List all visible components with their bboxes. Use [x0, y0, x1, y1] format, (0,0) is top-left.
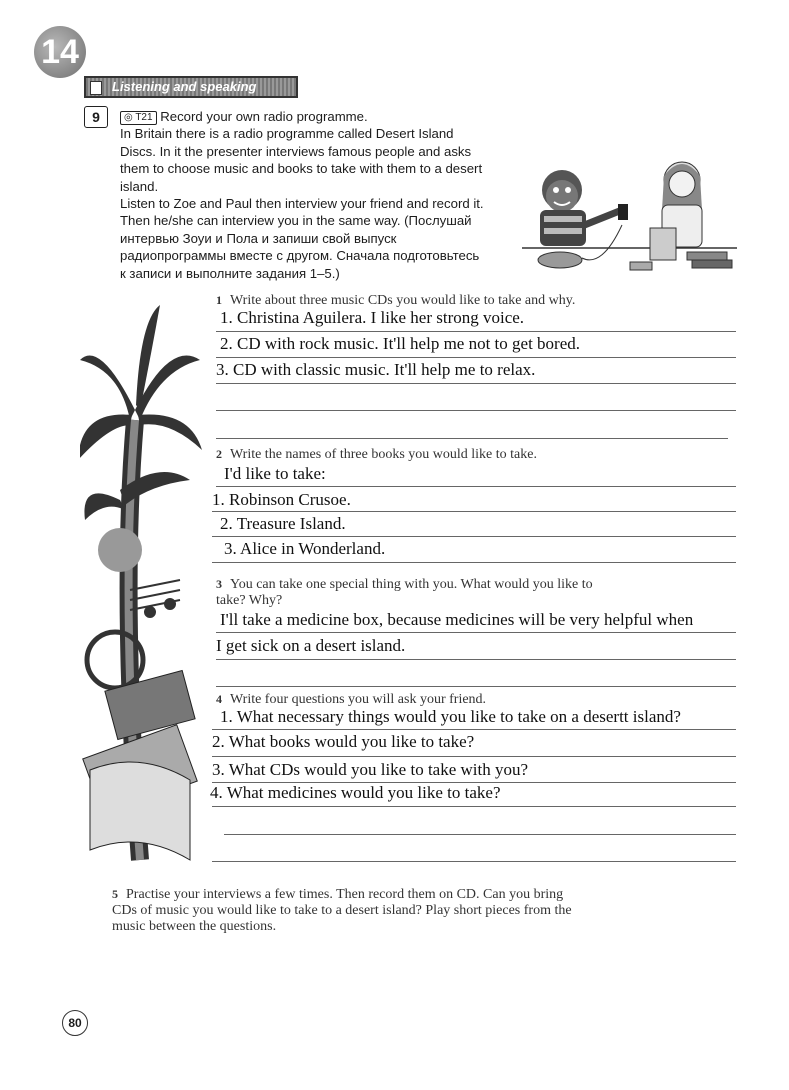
- answer-line: [216, 632, 736, 633]
- section-title: Listening and speaking: [112, 79, 257, 94]
- intro-paragraph-2: Listen to Zoe and Paul then interview your friend and record it. Then he/she can interview you in the same way. (Послушай интервью Зоуи и Пола и запиши свой выпуск радиопрограммы вместе с другом. Сначала подготовьтесь к записи и выполните задания 1–5.): [120, 196, 484, 281]
- task-1-answer-2: 2. CD with rock music. It'll help me not to get bored.: [220, 334, 581, 353]
- task-4-prompt: [216, 691, 486, 708]
- section-marker-icon: [90, 81, 102, 95]
- intro-paragraph-1: In Britain there is a radio programme called Desert Island Discs. In it the presenter interviews famous people and asks them to choose music and books to take with them to a desert island.: [120, 126, 483, 194]
- task-5-text-line-1: Practise your interviews a few times. Then record them on CD. Can you bring: [126, 887, 564, 902]
- answer-line: [212, 861, 736, 862]
- exercise-instruction: Record your own radio programme.: [160, 109, 368, 124]
- task-5-text-line-3: music between the questions.: [112, 919, 277, 934]
- answer-line: [224, 834, 736, 835]
- answer-line: [212, 511, 736, 512]
- task-3-prompt: [216, 576, 740, 609]
- task-3-text-line-2: take? Why?: [216, 593, 283, 608]
- task-5-text-line-2: CDs of music you would like to take to a desert island? Play short pieces from the: [112, 903, 572, 918]
- exercise-intro: [120, 108, 484, 282]
- answer-line: [216, 686, 736, 687]
- audio-track-label: ◎ T21: [120, 111, 157, 125]
- task-4-number: 4: [216, 692, 222, 706]
- answer-line: [216, 331, 736, 332]
- unit-number-badge: 14: [34, 26, 86, 78]
- task-5-prompt: [112, 886, 732, 935]
- answer-line: [216, 357, 736, 358]
- answer-line: [212, 756, 736, 757]
- children-recording-illustration: [522, 150, 737, 280]
- exercise-number: 9: [84, 106, 108, 128]
- answer-line: [216, 438, 728, 439]
- task-4-answer-2: 2. What books would you like to take?: [212, 732, 475, 751]
- task-4-answer-4: 4. What medicines would you like to take?: [210, 783, 501, 802]
- task-1-text: Write about three music CDs you would like to take and why.: [230, 293, 576, 308]
- answer-line: [216, 383, 736, 384]
- task-4-text: Write four questions you will ask your friend.: [230, 692, 487, 707]
- task-2-answer-1: 1. Robinson Crusoe.: [212, 490, 351, 509]
- task-5-number: 5: [112, 887, 118, 901]
- task-1-number: 1: [216, 293, 222, 307]
- answer-line: [212, 536, 736, 537]
- answer-line: [212, 782, 736, 783]
- task-2-answer-intro: I'd like to take:: [224, 464, 326, 483]
- answer-line: [212, 729, 736, 730]
- section-header-bar: [84, 76, 298, 98]
- page-number: 80: [62, 1010, 88, 1036]
- task-2-answer-3: 3. Alice in Wonderland.: [224, 539, 386, 558]
- task-3-number: 3: [216, 577, 222, 591]
- task-4-answer-1: 1. What necessary things would you like to take on a desertt island?: [220, 707, 681, 726]
- task-3-text-line-1: You can take one special thing with you. What would you like to: [230, 577, 593, 592]
- answer-line: [216, 659, 736, 660]
- task-2-text: Write the names of three books you would like to take.: [230, 447, 537, 462]
- task-1-prompt: [216, 292, 575, 309]
- task-2-number: 2: [216, 447, 222, 461]
- task-1-answer-3: 3. CD with classic music. It'll help me to relax.: [216, 360, 536, 379]
- track-number: T21: [135, 111, 153, 123]
- task-3-answer-line-1: I'll take a medicine box, because medicines will be very helpful when: [220, 610, 694, 629]
- task-2-prompt: [216, 446, 537, 463]
- task-4-answer-3: 3. What CDs would you like to take with you?: [212, 760, 529, 779]
- answer-line: [212, 562, 736, 563]
- answer-line: [216, 410, 736, 411]
- task-2-answer-2: 2. Treasure Island.: [220, 514, 346, 533]
- answer-line: [212, 806, 736, 807]
- palm-tree-illustration: [80, 300, 205, 890]
- task-3-answer-line-2: I get sick on a desert island.: [216, 636, 406, 655]
- task-1-answer-1: 1. Christina Aguilera. I like her strong voice.: [220, 308, 525, 327]
- answer-line: [216, 486, 736, 487]
